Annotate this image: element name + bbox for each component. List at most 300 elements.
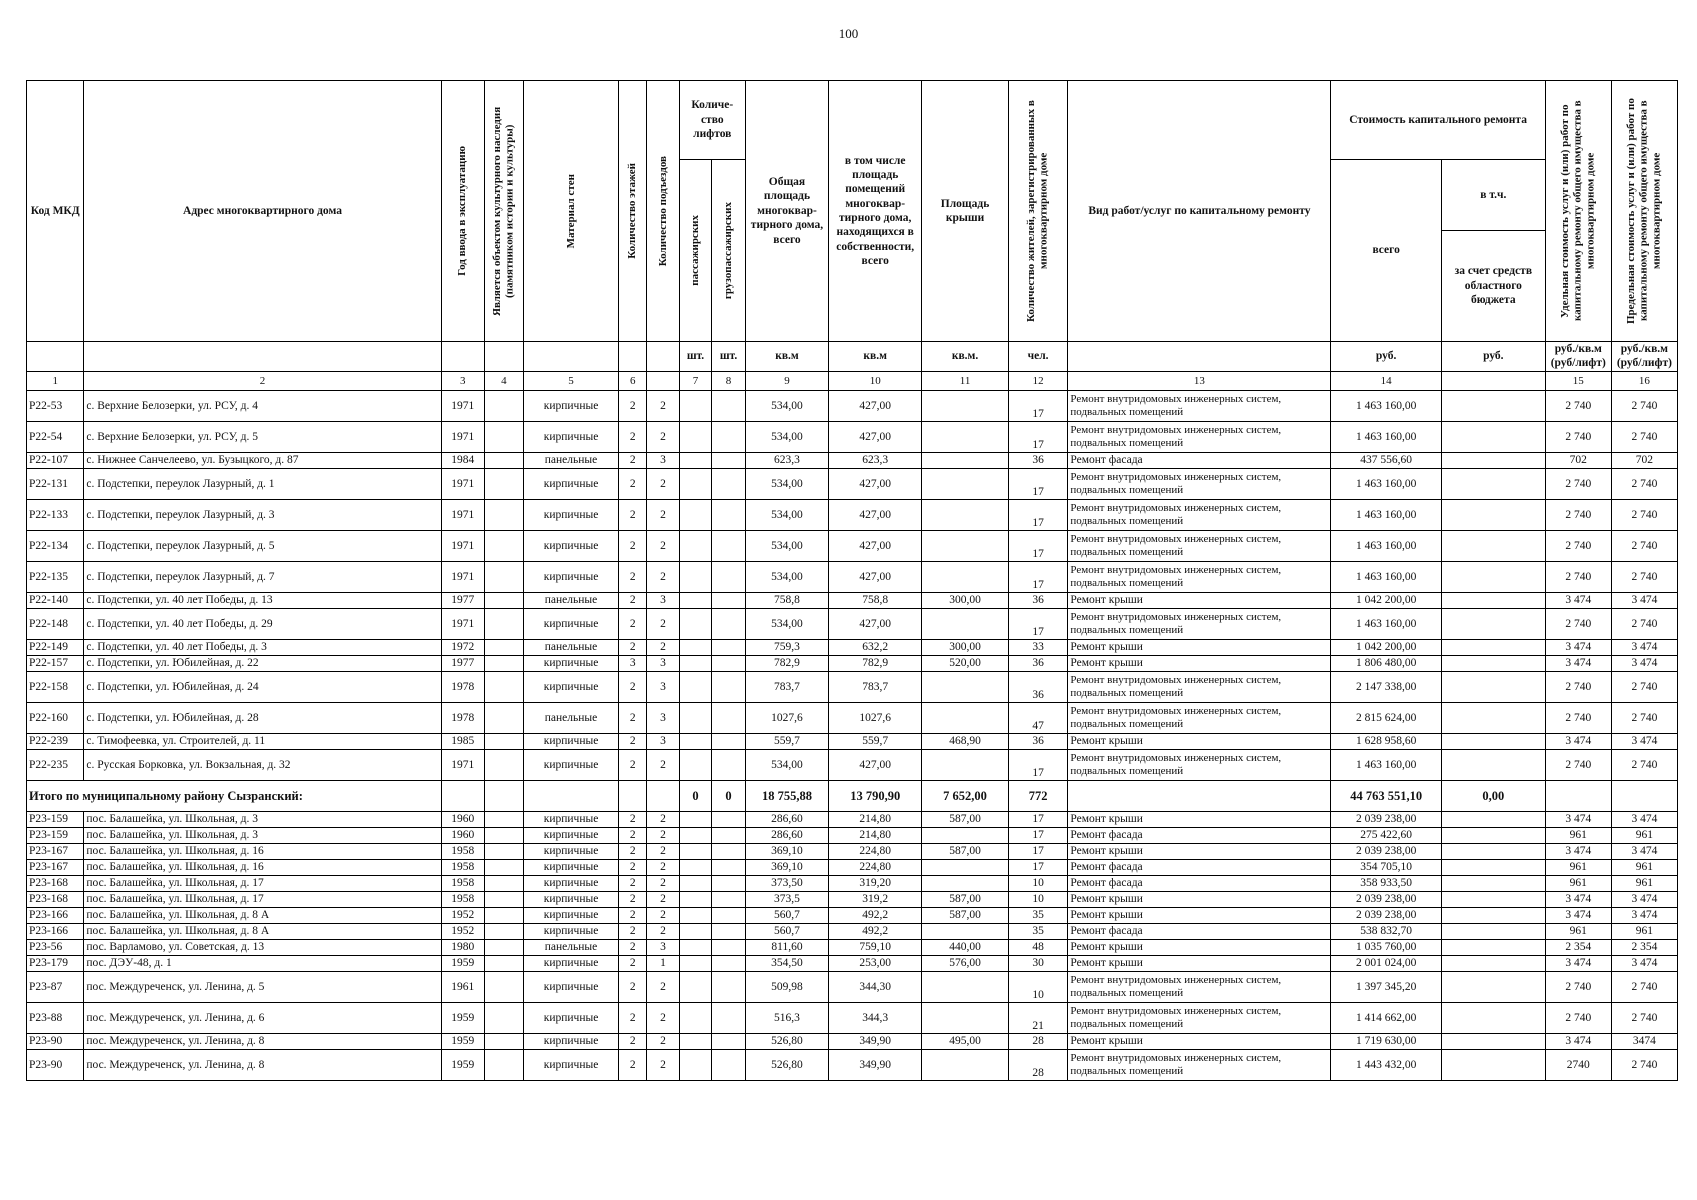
cell-floors: 2 <box>619 923 647 939</box>
cell-cost: 1 628 958,60 <box>1331 733 1441 749</box>
cell-address: пос. Варламово, ул. Советская, д. 13 <box>84 939 441 955</box>
cell-year: 1959 <box>441 955 484 971</box>
cell-total-area: 526,80 <box>745 1049 828 1080</box>
table-row <box>27 859 1678 875</box>
cell-heritage <box>484 452 523 468</box>
cell-unit-cost: 2 354 <box>1545 939 1611 955</box>
cell-code: Р22-53 <box>27 390 84 421</box>
cell-entrances: 2 <box>647 923 679 939</box>
page-number: 100 <box>838 26 859 41</box>
header-address: Адрес многоквартирного дома <box>84 81 441 342</box>
column-number: 1 <box>27 371 84 390</box>
cell-floors: 2 <box>619 499 647 530</box>
cell-work-type: Ремонт фасада <box>1068 452 1331 468</box>
cell-work-type: Ремонт внутридомовых инженерных систем, подвальных помещений <box>1068 671 1331 702</box>
cell-regional <box>1441 390 1545 421</box>
table-row <box>27 971 1678 1002</box>
cell-year: 1971 <box>441 468 484 499</box>
cell-work-type: Ремонт внутридомовых инженерных систем, подвальных помещений <box>1068 499 1331 530</box>
cell-regional <box>1441 530 1545 561</box>
cell-cost: 354 705,10 <box>1331 859 1441 875</box>
cell-address: пос. Балашейка, ул. Школьная, д. 17 <box>84 891 441 907</box>
cell-unit-cost: 2 740 <box>1545 1002 1611 1033</box>
cell-year: 1971 <box>441 530 484 561</box>
cell-year: 1959 <box>441 1002 484 1033</box>
cell-owned-area: 782,9 <box>829 655 922 671</box>
cell-max-cost: 2 740 <box>1611 499 1677 530</box>
cell-floors: 2 <box>619 390 647 421</box>
cell-work-type: Ремонт внутридомовых инженерных систем, подвальных помещений <box>1068 421 1331 452</box>
cell-roof-area <box>922 499 1009 530</box>
cell-work-type: Ремонт крыши <box>1068 955 1331 971</box>
cell-owned-area: 783,7 <box>829 671 922 702</box>
cell-total-area: 373,50 <box>745 875 828 891</box>
cell-floors: 2 <box>619 939 647 955</box>
cell-cost: 1 806 480,00 <box>1331 655 1441 671</box>
cell-heritage <box>484 468 523 499</box>
cell-roof-area: 300,00 <box>922 592 1009 608</box>
cell-total-area: 758,8 <box>745 592 828 608</box>
cell-roof-area <box>922 468 1009 499</box>
cell-floors: 2 <box>619 875 647 891</box>
cell-residents: 17 <box>1008 530 1068 561</box>
cell-unit-cost: 961 <box>1545 923 1611 939</box>
cell-entrances: 3 <box>647 702 679 733</box>
cell-unit-cost: 2 740 <box>1545 608 1611 639</box>
cell-max-cost: 3 474 <box>1611 592 1677 608</box>
cell-roof-area: 300,00 <box>922 639 1009 655</box>
cell-address: с. Подстепки, ул. 40 лет Победы, д. 29 <box>84 608 441 639</box>
cell-material: панельные <box>523 939 618 955</box>
cell-floors: 2 <box>619 1049 647 1080</box>
cell-residents: 36 <box>1008 592 1068 608</box>
cell-residents: 36 <box>1008 671 1068 702</box>
cell-total-area: 534,00 <box>745 749 828 780</box>
cell-empty <box>1068 780 1331 811</box>
cell-max-cost: 2 740 <box>1611 390 1677 421</box>
cell-total-area: 516,3 <box>745 1002 828 1033</box>
cell-material: кирпичные <box>523 827 618 843</box>
column-number: 3 <box>441 371 484 390</box>
cell-cost: 1 042 200,00 <box>1331 592 1441 608</box>
header-code: Код МКД <box>27 81 84 342</box>
cell-empty <box>1611 780 1677 811</box>
table-body-next-district <box>27 811 1678 1080</box>
cell-residents: 17 <box>1008 811 1068 827</box>
cell-material: кирпичные <box>523 811 618 827</box>
column-number: 15 <box>1545 371 1611 390</box>
cell-roof-area: 587,00 <box>922 843 1009 859</box>
cell-entrances: 2 <box>647 499 679 530</box>
cell-max-cost: 3 474 <box>1611 907 1677 923</box>
cell-total-area: 534,00 <box>745 530 828 561</box>
cell-regional <box>1441 452 1545 468</box>
cell-year: 1971 <box>441 608 484 639</box>
cell-unit-cost: 2740 <box>1545 1049 1611 1080</box>
cell-lifts-cargo <box>712 859 746 875</box>
cell-lifts-passenger <box>679 1049 711 1080</box>
cell-material: кирпичные <box>523 733 618 749</box>
cell-floors: 2 <box>619 702 647 733</box>
cell-total-area: 782,9 <box>745 655 828 671</box>
cell-code: Р22-107 <box>27 452 84 468</box>
cell-material: кирпичные <box>523 1049 618 1080</box>
table-row <box>27 923 1678 939</box>
cell-max-cost: 3 474 <box>1611 811 1677 827</box>
unit-total-area: кв.м <box>745 342 828 372</box>
column-number <box>647 371 679 390</box>
cell-owned-area: 253,00 <box>829 955 922 971</box>
cell-material: кирпичные <box>523 530 618 561</box>
cell-unit-cost: 3 474 <box>1545 1033 1611 1049</box>
cell-regional <box>1441 499 1545 530</box>
header-year: Год ввода в эксплуатацию <box>456 146 469 276</box>
cell-regional <box>1441 655 1545 671</box>
unit-owned-area: кв.м <box>829 342 922 372</box>
cell-lifts-cargo <box>712 891 746 907</box>
table-row <box>27 939 1678 955</box>
table-row <box>27 452 1678 468</box>
cell-floors: 2 <box>619 671 647 702</box>
cell-address: пос. Балашейка, ул. Школьная, д. 3 <box>84 827 441 843</box>
cell-year: 1958 <box>441 843 484 859</box>
cell-code: Р23-159 <box>27 827 84 843</box>
cell-material: кирпичные <box>523 390 618 421</box>
cell-address: пос. Балашейка, ул. Школьная, д. 8 А <box>84 907 441 923</box>
cell-code: Р23-159 <box>27 811 84 827</box>
header-cost-regional: за счет средств областного бюджета <box>1441 231 1545 342</box>
cell-work-type: Ремонт крыши <box>1068 592 1331 608</box>
cell-material: панельные <box>523 702 618 733</box>
cell-lifts-cargo <box>712 811 746 827</box>
cell-heritage <box>484 875 523 891</box>
cell-total-area: 369,10 <box>745 859 828 875</box>
cell-entrances: 2 <box>647 1002 679 1033</box>
cell-regional <box>1441 859 1545 875</box>
cell-roof-area <box>922 827 1009 843</box>
table-row <box>27 827 1678 843</box>
cell-entrances: 2 <box>647 891 679 907</box>
cell-year: 1952 <box>441 907 484 923</box>
table-total <box>27 780 1678 811</box>
cell-owned-area: 758,8 <box>829 592 922 608</box>
cell-unit-cost: 2 740 <box>1545 390 1611 421</box>
cell-cost: 2 001 024,00 <box>1331 955 1441 971</box>
cell-regional <box>1441 733 1545 749</box>
cell-total-area: 560,7 <box>745 923 828 939</box>
cell-code: Р23-166 <box>27 907 84 923</box>
cell-material: кирпичные <box>523 859 618 875</box>
cell-code: Р23-88 <box>27 1002 84 1033</box>
unit-unit-cost: руб./кв.м (руб/лифт) <box>1545 342 1611 372</box>
cell-lifts-cargo <box>712 733 746 749</box>
cell-roof-area: 440,00 <box>922 939 1009 955</box>
cell-roof-area <box>922 923 1009 939</box>
unit-max-cost: руб./кв.м (руб/лифт) <box>1611 342 1677 372</box>
cell-max-cost: 961 <box>1611 859 1677 875</box>
cell-work-type: Ремонт внутридомовых инженерных систем, подвальных помещений <box>1068 468 1331 499</box>
cell-material: кирпичные <box>523 561 618 592</box>
cell-max-cost: 3 474 <box>1611 843 1677 859</box>
cell-unit-cost: 3 474 <box>1545 592 1611 608</box>
cell-work-type: Ремонт фасада <box>1068 827 1331 843</box>
cell-code: Р22-149 <box>27 639 84 655</box>
cell-owned-area: 344,30 <box>829 971 922 1002</box>
cell-code: Р22-140 <box>27 592 84 608</box>
header-material-cell <box>523 81 618 342</box>
cell-unit-cost: 2 740 <box>1545 971 1611 1002</box>
cell-max-cost: 961 <box>1611 827 1677 843</box>
header-unit-cost-cell <box>1545 81 1611 342</box>
cell-regional <box>1441 1002 1545 1033</box>
cell-heritage <box>484 971 523 1002</box>
cell-code: Р22-148 <box>27 608 84 639</box>
cell-entrances: 2 <box>647 561 679 592</box>
cell-owned-area: 224,80 <box>829 843 922 859</box>
cell-unit-cost: 3 474 <box>1545 843 1611 859</box>
cell-material: кирпичные <box>523 655 618 671</box>
cell-work-type: Ремонт крыши <box>1068 907 1331 923</box>
header-lifts: Количе-ство лифтов <box>679 81 745 160</box>
cell-cost: 1 463 160,00 <box>1331 468 1441 499</box>
cell-owned-area: 427,00 <box>829 421 922 452</box>
cell-residents: 17 <box>1008 843 1068 859</box>
cell-heritage <box>484 1002 523 1033</box>
cell-work-type: Ремонт фасада <box>1068 875 1331 891</box>
cell-residents: 17 <box>1008 608 1068 639</box>
cell-lifts-passenger <box>679 891 711 907</box>
cell-roof-area <box>922 702 1009 733</box>
cell-address: пос. Междуреченск, ул. Ленина, д. 6 <box>84 1002 441 1033</box>
cell-lifts-passenger <box>679 592 711 608</box>
column-number: 9 <box>745 371 828 390</box>
cell-lifts-passenger <box>679 702 711 733</box>
cell-lifts-passenger <box>679 971 711 1002</box>
cell-lifts-cargo <box>712 702 746 733</box>
cell-residents: 17 <box>1008 390 1068 421</box>
header-lifts-cargo: грузопассажирских <box>722 201 735 300</box>
cell-cost: 1 463 160,00 <box>1331 499 1441 530</box>
cell-material: панельные <box>523 452 618 468</box>
cell-material: кирпичные <box>523 421 618 452</box>
cell-cost: 2 039 238,00 <box>1331 907 1441 923</box>
header-cost: Стоимость капитального ремонта <box>1331 81 1545 160</box>
cell-residents: 17 <box>1008 421 1068 452</box>
header-residents: Количество жителей, зарегистрированных в многоквартирном доме <box>1025 100 1051 322</box>
cell-code: Р22-158 <box>27 671 84 702</box>
cell-max-cost: 2 740 <box>1611 468 1677 499</box>
cell-material: кирпичные <box>523 891 618 907</box>
cell-unit-cost: 961 <box>1545 875 1611 891</box>
column-number: 10 <box>829 371 922 390</box>
cell-material: кирпичные <box>523 468 618 499</box>
cell-residents: 17 <box>1008 859 1068 875</box>
cell-heritage <box>484 702 523 733</box>
cell-entrances: 3 <box>647 671 679 702</box>
cell-residents: 35 <box>1008 907 1068 923</box>
cell-entrances: 2 <box>647 875 679 891</box>
table-row <box>27 639 1678 655</box>
cell-heritage <box>484 827 523 843</box>
cell-roof-area <box>922 971 1009 1002</box>
cell-code: Р23-90 <box>27 1049 84 1080</box>
cell-year: 1977 <box>441 592 484 608</box>
cell-work-type: Ремонт крыши <box>1068 639 1331 655</box>
cell-owned-area: 427,00 <box>829 530 922 561</box>
cell-floors: 2 <box>619 811 647 827</box>
cell-regional <box>1441 468 1545 499</box>
cell-roof-area: 520,00 <box>922 655 1009 671</box>
cell-regional <box>1441 561 1545 592</box>
cell-material: кирпичные <box>523 843 618 859</box>
table-row <box>27 561 1678 592</box>
cell-year: 1978 <box>441 671 484 702</box>
cell-heritage <box>484 733 523 749</box>
cell-lifts-cargo <box>712 639 746 655</box>
cell-heritage <box>484 639 523 655</box>
cell-residents: 36 <box>1008 733 1068 749</box>
cell-entrances: 2 <box>647 1049 679 1080</box>
header-entrances-cell <box>647 81 679 342</box>
cell-owned-area: 319,2 <box>829 891 922 907</box>
cell-code: Р22-135 <box>27 561 84 592</box>
cell-floors: 2 <box>619 907 647 923</box>
cell-roof-area: 495,00 <box>922 1033 1009 1049</box>
cell-empty <box>647 780 679 811</box>
cell-entrances: 2 <box>647 468 679 499</box>
cell-work-type: Ремонт внутридомовых инженерных систем, подвальных помещений <box>1068 1049 1331 1080</box>
cell-year: 1971 <box>441 561 484 592</box>
cell-entrances: 2 <box>647 971 679 1002</box>
table-row <box>27 843 1678 859</box>
cell-heritage <box>484 859 523 875</box>
cell-roof-area: 587,00 <box>922 811 1009 827</box>
column-number: 14 <box>1331 371 1441 390</box>
cell-material: кирпичные <box>523 608 618 639</box>
cell-year: 1961 <box>441 971 484 1002</box>
cell-lifts-cargo <box>712 749 746 780</box>
cell-floors: 2 <box>619 827 647 843</box>
table-row <box>27 1033 1678 1049</box>
cell-year: 1960 <box>441 827 484 843</box>
cell-year: 1958 <box>441 859 484 875</box>
cell-max-cost: 961 <box>1611 923 1677 939</box>
total-row <box>27 780 1678 811</box>
cell-residents: 48 <box>1008 939 1068 955</box>
cell-unit-cost: 3 474 <box>1545 655 1611 671</box>
cell-lifts-cargo <box>712 671 746 702</box>
cell-work-type: Ремонт крыши <box>1068 891 1331 907</box>
table-row <box>27 390 1678 421</box>
cell-lifts-cargo <box>712 592 746 608</box>
cell-lifts-passenger <box>679 811 711 827</box>
cell-lifts-cargo <box>712 939 746 955</box>
header-lifts-cargo-cell <box>712 160 746 342</box>
cell-address: с. Верхние Белозерки, ул. РСУ, д. 4 <box>84 390 441 421</box>
cell-cost: 2 039 238,00 <box>1331 843 1441 859</box>
cell-residents: 36 <box>1008 452 1068 468</box>
cell-owned-area: 224,80 <box>829 859 922 875</box>
cell-roof-area <box>922 421 1009 452</box>
cell-lifts-cargo <box>712 843 746 859</box>
cell-residents: 17 <box>1008 827 1068 843</box>
cell-residents: 33 <box>1008 639 1068 655</box>
cell-entrances: 3 <box>647 939 679 955</box>
cell-empty <box>523 780 618 811</box>
header-material: Материал стен <box>564 173 577 249</box>
unit-cost-total: руб. <box>1331 342 1441 372</box>
cell-address: с. Подстепки, переулок Лазурный, д. 1 <box>84 468 441 499</box>
cell-unit-cost: 3 474 <box>1545 891 1611 907</box>
table-row <box>27 655 1678 671</box>
cell-code: Р22-157 <box>27 655 84 671</box>
cell-cost: 538 832,70 <box>1331 923 1441 939</box>
cell-heritage <box>484 592 523 608</box>
table-row <box>27 1002 1678 1033</box>
table-row <box>27 1049 1678 1080</box>
cell-lifts-cargo <box>712 421 746 452</box>
table-body-syzran <box>27 390 1678 780</box>
table-row <box>27 592 1678 608</box>
cell-code: Р23-166 <box>27 923 84 939</box>
cell-heritage <box>484 499 523 530</box>
cell-code: Р22-133 <box>27 499 84 530</box>
cell-empty <box>619 780 647 811</box>
cell-cost: 1 463 160,00 <box>1331 390 1441 421</box>
cell-regional <box>1441 1033 1545 1049</box>
cell-max-cost: 3474 <box>1611 1033 1677 1049</box>
cell-floors: 2 <box>619 891 647 907</box>
table-row <box>27 702 1678 733</box>
column-number: 5 <box>523 371 618 390</box>
cell-roof-area <box>922 875 1009 891</box>
table-row <box>27 499 1678 530</box>
cell-regional <box>1441 639 1545 655</box>
cell-max-cost: 702 <box>1611 452 1677 468</box>
cell-heritage <box>484 907 523 923</box>
table-row <box>27 811 1678 827</box>
table-row <box>27 907 1678 923</box>
cell-code: Р22-239 <box>27 733 84 749</box>
cell-heritage <box>484 655 523 671</box>
cell-cost: 1 463 160,00 <box>1331 608 1441 639</box>
total-owned-area: 13 790,90 <box>829 780 922 811</box>
cell-year: 1960 <box>441 811 484 827</box>
table-row <box>27 891 1678 907</box>
cell-total-area: 534,00 <box>745 468 828 499</box>
cell-owned-area: 559,7 <box>829 733 922 749</box>
cell-regional <box>1441 671 1545 702</box>
cell-heritage <box>484 749 523 780</box>
cell-owned-area: 759,10 <box>829 939 922 955</box>
cell-total-area: 811,60 <box>745 939 828 955</box>
cell-entrances: 2 <box>647 1033 679 1049</box>
cell-max-cost: 2 740 <box>1611 971 1677 1002</box>
cell-unit-cost: 961 <box>1545 859 1611 875</box>
cell-address: пос. Междуреченск, ул. Ленина, д. 8 <box>84 1049 441 1080</box>
cell-residents: 17 <box>1008 468 1068 499</box>
cell-code: Р23-167 <box>27 843 84 859</box>
cell-lifts-cargo <box>712 390 746 421</box>
cell-max-cost: 3 474 <box>1611 955 1677 971</box>
cell-floors: 2 <box>619 1002 647 1033</box>
cell-total-area: 534,00 <box>745 390 828 421</box>
cell-floors: 2 <box>619 608 647 639</box>
cell-entrances: 2 <box>647 749 679 780</box>
cell-heritage <box>484 561 523 592</box>
cell-residents: 10 <box>1008 891 1068 907</box>
cell-regional <box>1441 923 1545 939</box>
